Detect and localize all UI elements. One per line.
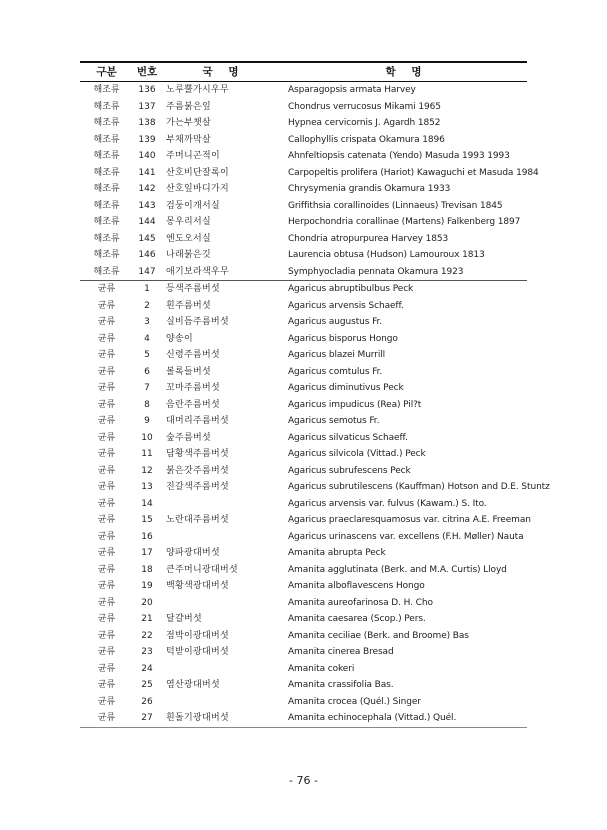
cell-number: 18 [141, 564, 153, 575]
cell-number: 7 [144, 383, 150, 393]
table-row [80, 677, 527, 694]
cell-category: 해조류 [93, 118, 120, 128]
cell-scientific-name: Chondria atropurpurea Harvey 1853 [288, 233, 449, 244]
table-row [80, 562, 527, 579]
cell-category: 균류 [97, 663, 116, 674]
cell-korean-name: 검둥이개서실 [166, 200, 220, 211]
cell-scientific-name: Agaricus praeclaresquamosus var. citrina A.E. Freeman [288, 515, 531, 525]
table-row [80, 628, 527, 645]
cell-number: 3 [144, 317, 150, 327]
cell-number: 136 [138, 85, 156, 95]
cell-category: 균류 [97, 713, 116, 723]
table-row [80, 148, 527, 165]
cell-scientific-name: Amanita ceciliae (Berk. and Broome) Bas [288, 630, 469, 641]
cell-korean-name: 붉은갓주름버섯 [166, 465, 229, 476]
cell-scientific-name: Amanita aureofarinosa D. H. Cho [288, 597, 433, 608]
table-row [80, 578, 527, 595]
cell-korean-name: 엔도오서실 [166, 233, 211, 244]
cell-number: 24 [141, 663, 153, 674]
cell-scientific-name: Amanita abrupta Peck [288, 548, 386, 558]
cell-category: 균류 [97, 284, 116, 294]
cell-scientific-name: Symphyocladia pennata Okamura 1923 [288, 266, 464, 277]
cell-scientific-name: Agaricus arvensis Schaeff. [288, 300, 404, 311]
fungi-section [80, 281, 550, 727]
cell-scientific-name: Agaricus semotus Fr. [288, 416, 380, 426]
cell-number: 22 [141, 630, 153, 641]
cell-category: 균류 [97, 498, 116, 509]
table-row [80, 529, 527, 546]
cell-korean-name: 턱받이광대버섯 [166, 647, 229, 657]
cell-category: 해조류 [93, 200, 120, 211]
cell-number: 139 [138, 134, 156, 145]
cell-category: 해조류 [93, 167, 120, 178]
cell-korean-name: 흰돌기광대버섯 [166, 713, 229, 723]
header-number: 번호 [136, 66, 158, 78]
table-row [80, 132, 527, 149]
cell-category: 해조류 [93, 151, 120, 161]
cell-number: 147 [138, 266, 156, 277]
cell-category: 균류 [97, 416, 116, 426]
algae-section [80, 82, 539, 280]
cell-korean-name: 볼록들버섯 [166, 366, 211, 377]
table-row [80, 397, 527, 414]
table-row [80, 264, 527, 281]
cell-korean-name: 담황색주름버섯 [166, 449, 229, 459]
cell-category: 균류 [97, 531, 116, 542]
cell-number: 146 [138, 250, 156, 260]
cell-number: 6 [144, 366, 150, 377]
cell-scientific-name: Amanita caesarea (Scop.) Pers. [288, 614, 426, 624]
cell-category: 균류 [97, 350, 116, 360]
cell-korean-name: 신령주름버섯 [166, 350, 220, 360]
cell-number: 13 [141, 482, 153, 492]
cell-number: 141 [138, 167, 156, 178]
cell-category: 해조류 [93, 134, 120, 145]
cell-category: 균류 [97, 300, 116, 311]
table-row [80, 115, 527, 132]
cell-korean-name: 부채까막살 [166, 134, 211, 145]
cell-number: 10 [141, 432, 153, 443]
cell-category: 균류 [97, 564, 116, 575]
cell-number: 16 [141, 531, 153, 542]
cell-number: 145 [138, 233, 156, 244]
table-row [80, 181, 527, 198]
cell-category: 균류 [97, 449, 116, 459]
table-row [80, 247, 527, 264]
table-row [80, 446, 527, 463]
cell-scientific-name: Chondrus verrucosus Mikami 1965 [288, 101, 441, 112]
table-row [80, 99, 527, 116]
cell-category: 균류 [97, 383, 116, 393]
cell-number: 26 [141, 696, 153, 707]
cell-category: 해조류 [93, 85, 120, 95]
cell-number: 140 [138, 151, 156, 161]
cell-korean-name: 나래붉은깃 [166, 250, 211, 260]
cell-korean-name: 가는부챗살 [166, 118, 211, 128]
cell-scientific-name: Ahnfeltiopsis catenata (Yendo) Masuda 1993 1993 [288, 151, 510, 161]
cell-korean-name: 숲주름버섯 [166, 432, 211, 443]
cell-scientific-name: Amanita agglutinata (Berk. and M.A. Curtis) Lloyd [288, 564, 507, 575]
cell-scientific-name: Amanita cinerea Bresad [288, 647, 394, 657]
table-row [80, 281, 527, 298]
table-row [80, 380, 527, 397]
cell-korean-name: 주머니곤적이 [166, 151, 220, 161]
cell-korean-name: 양파광대버섯 [166, 548, 220, 558]
cell-category: 균류 [97, 548, 116, 558]
header-scientific-name: 학 명 [385, 66, 428, 78]
cell-scientific-name: Herpochondria corallinae (Martens) Falkenberg 1897 [288, 217, 521, 227]
cell-number: 144 [138, 217, 156, 227]
cell-number: 11 [141, 449, 153, 459]
cell-scientific-name: Amanita cokeri [288, 663, 355, 674]
cell-category: 해조류 [93, 266, 120, 277]
cell-category: 균류 [97, 465, 116, 476]
cell-category: 해조류 [93, 101, 120, 112]
cell-korean-name: 노란대주름버섯 [166, 515, 229, 525]
cell-number: 25 [141, 680, 153, 690]
cell-korean-name: 노루뿔가시우무 [166, 85, 229, 95]
table-header-row [80, 63, 527, 81]
cell-category: 균류 [97, 399, 116, 410]
cell-number: 8 [144, 399, 150, 410]
cell-category: 해조류 [93, 233, 120, 244]
cell-category: 균류 [97, 680, 116, 690]
table-row [80, 694, 527, 711]
table-row [80, 463, 527, 480]
cell-korean-name: 몽우리서실 [166, 217, 211, 227]
cell-number: 20 [141, 597, 153, 608]
table-row [80, 231, 527, 248]
cell-korean-name: 염산광대버섯 [166, 680, 220, 690]
cell-category: 균류 [97, 647, 116, 657]
cell-scientific-name: Hypnea cervicornis J. Agardh 1852 [288, 118, 441, 128]
table-bottom-rule [80, 727, 527, 728]
table-row [80, 644, 527, 661]
cell-category: 해조류 [93, 217, 120, 227]
cell-number: 137 [138, 101, 156, 112]
table-row [80, 611, 527, 628]
table-row [80, 661, 527, 678]
header-korean-name: 국 명 [202, 66, 245, 78]
cell-scientific-name: Agaricus comtulus Fr. [288, 366, 383, 377]
table-row [80, 82, 527, 99]
table-row [80, 347, 527, 364]
cell-category: 균류 [97, 630, 116, 641]
page-number: - 76 - [289, 774, 318, 787]
cell-korean-name: 산호잎바디가지 [166, 184, 229, 194]
cell-scientific-name: Callophyllis crispata Okamura 1896 [288, 134, 445, 145]
cell-korean-name: 큰주머니광대버섯 [166, 564, 238, 575]
cell-category: 균류 [97, 614, 116, 624]
cell-scientific-name: Agaricus diminutivus Peck [288, 383, 404, 393]
cell-scientific-name: Agaricus silvaticus Schaeff. [288, 432, 408, 443]
cell-scientific-name: Agaricus urinascens var. excellens (F.H. Møller) Nauta [288, 531, 524, 542]
cell-korean-name: 주름붉은잎 [166, 101, 211, 112]
table-row [80, 496, 527, 513]
cell-scientific-name: Amanita crocea (Quél.) Singer [288, 696, 421, 707]
cell-scientific-name: Asparagopsis armata Harvey [288, 85, 416, 95]
table-row [80, 710, 527, 727]
table-row [80, 595, 527, 612]
cell-number: 12 [141, 465, 153, 476]
cell-number: 2 [144, 300, 150, 311]
cell-category: 균류 [97, 696, 116, 707]
cell-scientific-name: Agaricus bisporus Hongo [288, 333, 398, 344]
cell-scientific-name: Laurencia obtusa (Hudson) Lamouroux 1813 [288, 250, 485, 260]
cell-scientific-name: Carpopeltis prolifera (Hariot) Kawaguchi et Masuda 1984 [288, 167, 539, 178]
table-row [80, 430, 527, 447]
cell-number: 4 [144, 333, 150, 344]
cell-number: 21 [141, 614, 153, 624]
cell-scientific-name: Agaricus subrufescens Peck [288, 465, 411, 476]
cell-scientific-name: Agaricus augustus Fr. [288, 317, 383, 327]
cell-korean-name: 산호비단잘록이 [166, 167, 229, 178]
cell-number: 138 [138, 118, 156, 128]
cell-korean-name: 꼬마주름버섯 [166, 383, 220, 393]
cell-korean-name: 애기보라색우무 [166, 266, 229, 277]
table-row [80, 512, 531, 529]
cell-scientific-name: Agaricus blazei Murrill [288, 350, 386, 360]
cell-scientific-name: Agaricus impudicus (Rea) Pil?t [288, 399, 422, 410]
table-row [80, 413, 527, 430]
cell-korean-name: 백황색광대버섯 [166, 581, 229, 591]
cell-scientific-name: Griffithsia corallinoides (Linnaeus) Trevisan 1845 [288, 200, 503, 211]
cell-number: 143 [138, 200, 156, 211]
cell-category: 해조류 [93, 184, 120, 194]
cell-category: 해조류 [93, 250, 120, 260]
header-category: 구분 [96, 66, 117, 78]
cell-scientific-name: Chrysymenia grandis Okamura 1933 [288, 184, 451, 194]
cell-scientific-name: Amanita echinocephala (Vittad.) Quél. [288, 713, 457, 723]
cell-category: 균류 [97, 366, 116, 377]
table-row [80, 314, 527, 331]
cell-number: 23 [141, 647, 153, 657]
cell-number: 142 [138, 184, 156, 194]
cell-scientific-name: Agaricus silvicola (Vittad.) Peck [288, 449, 426, 459]
cell-category: 균류 [97, 432, 116, 443]
cell-korean-name: 흰주름버섯 [166, 300, 211, 311]
cell-korean-name: 음란주름버섯 [166, 399, 220, 410]
cell-number: 17 [141, 548, 153, 558]
cell-number: 14 [141, 498, 153, 509]
cell-category: 균류 [97, 333, 116, 344]
cell-category: 균류 [97, 581, 116, 591]
cell-number: 5 [144, 350, 150, 360]
cell-category: 균류 [97, 597, 116, 608]
table-row [80, 214, 527, 231]
cell-category: 균류 [97, 482, 116, 492]
cell-number: 9 [144, 416, 150, 426]
cell-korean-name: 점박이광대버섯 [166, 630, 229, 641]
cell-scientific-name: Amanita alboflavescens Hongo [288, 581, 425, 591]
cell-korean-name: 실비듬주름버섯 [166, 317, 229, 327]
cell-category: 균류 [97, 317, 116, 327]
cell-korean-name: 양송이 [166, 333, 193, 344]
table-row [80, 331, 527, 348]
cell-korean-name: 등색주름버섯 [166, 284, 220, 294]
table-row [80, 298, 527, 315]
cell-scientific-name: Agaricus abruptibulbus Peck [288, 284, 414, 294]
cell-scientific-name: Agaricus subrutilescens (Kauffman) Hotson and D.E. Stuntz [288, 482, 550, 492]
cell-number: 15 [141, 515, 153, 525]
cell-korean-name: 진갈색주름버섯 [166, 482, 229, 492]
cell-number: 27 [141, 713, 153, 723]
cell-korean-name: 대머리주름버섯 [166, 416, 229, 426]
cell-scientific-name: Amanita crassifolia Bas. [288, 680, 394, 690]
table-row [80, 198, 527, 215]
table-row [80, 479, 550, 496]
cell-scientific-name: Agaricus arvensis var. fulvus (Kawam.) S. Ito. [288, 498, 487, 509]
cell-number: 19 [141, 581, 153, 591]
table-row [80, 545, 527, 562]
cell-number: 1 [144, 284, 150, 294]
species-table [80, 61, 550, 728]
table-row [80, 165, 539, 182]
table-row [80, 364, 527, 381]
cell-korean-name: 달걀버섯 [166, 614, 202, 624]
cell-category: 균류 [97, 515, 116, 525]
